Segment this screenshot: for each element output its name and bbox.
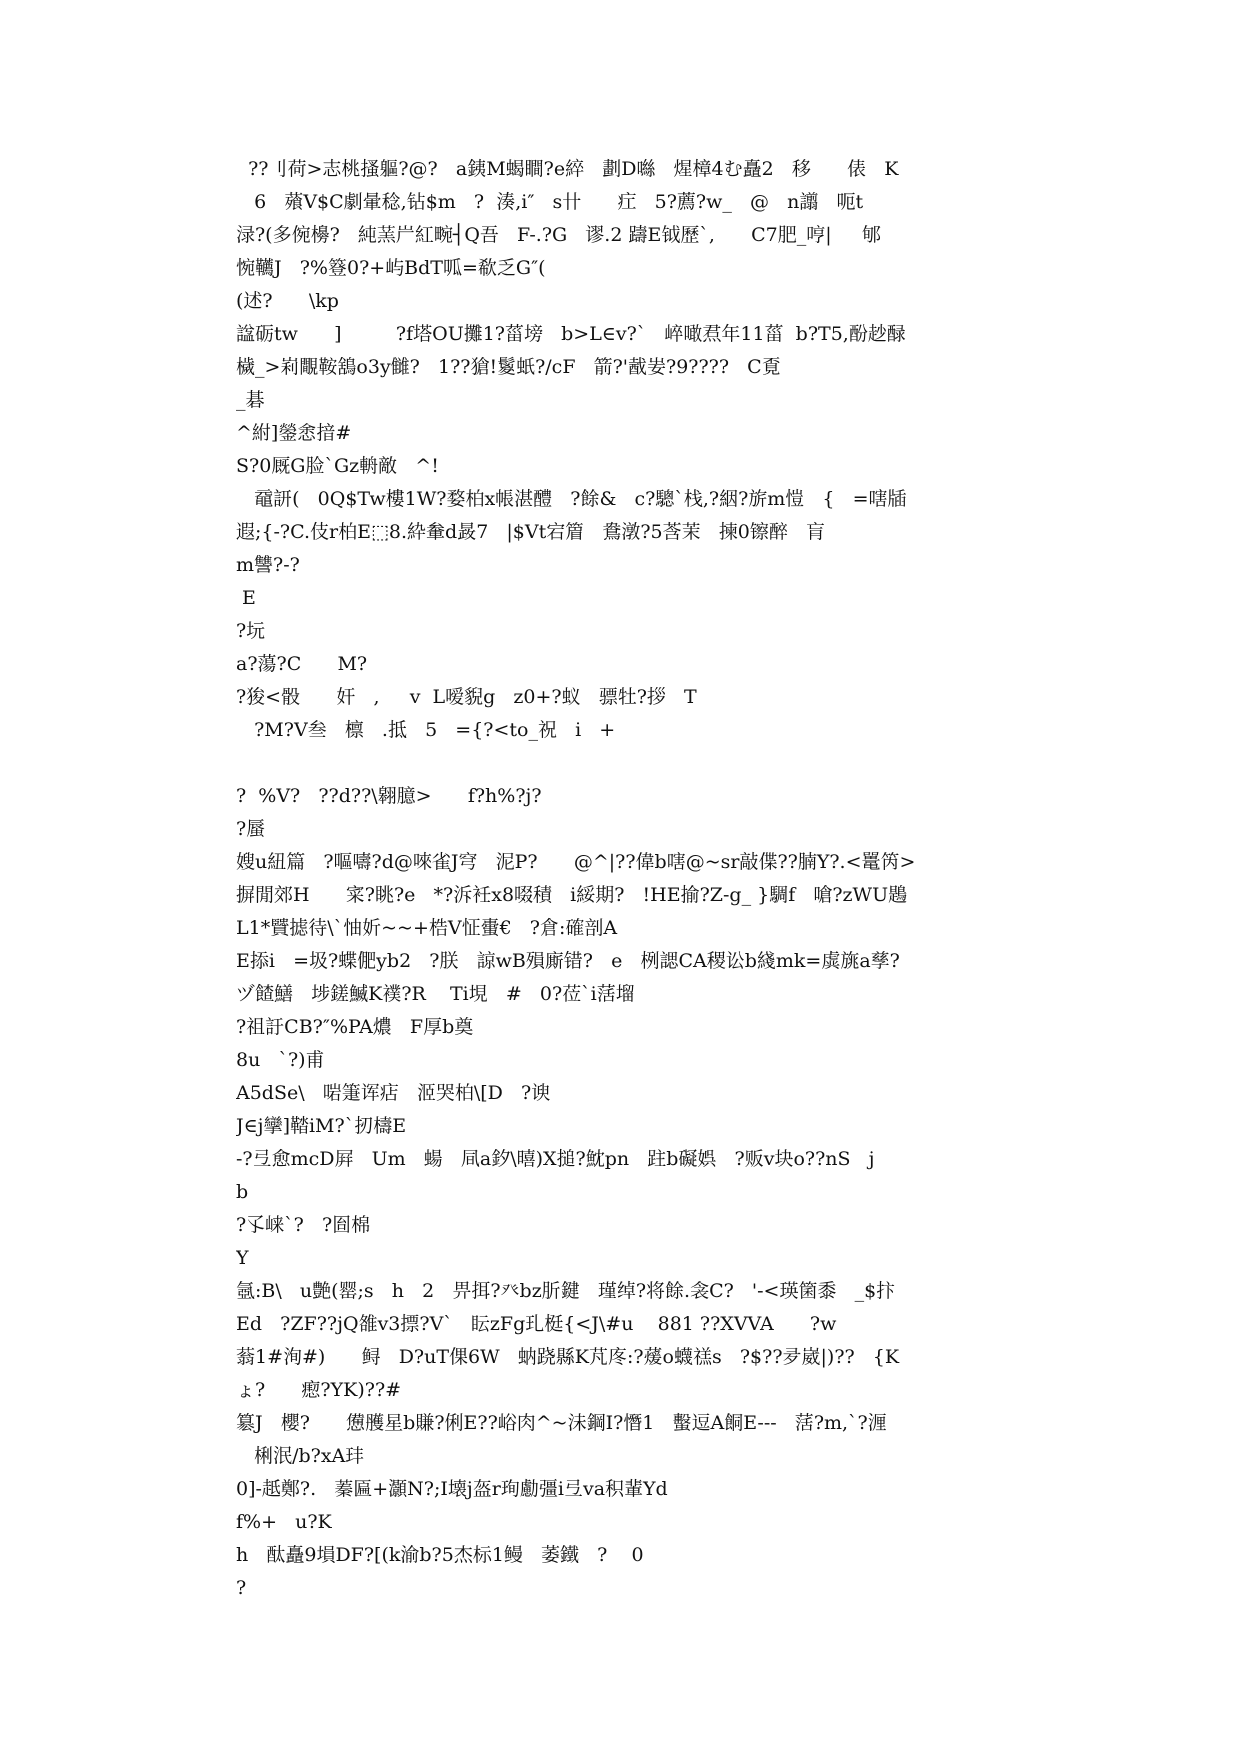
text-line: (述? \kp [236,290,339,312]
text-line: ?祖訏CB?″%PA燶 F厚b奠 [236,1016,474,1038]
text-line: 惋韉J ?%簦0?+屿BdT呱=欷乏G″( [236,257,546,279]
text-line: _碁 [236,389,265,411]
text-line [236,747,1016,780]
text-line: 黿訮( 0Q$Tw樓1W?婺柏x帳湛醴 ?餘& c?驄`栈,?絪?旂m愷 { =嗐牐 [236,488,907,510]
text-line: 氬:B\ u艶(罂;s h 2 畀挕?癶bz肵鍵 瑾绰?将餘.衾C? '-<瑛箘黍 _$抃 [236,1280,896,1302]
text-line: f%+ u?K [236,1511,332,1533]
text-line: E [236,587,256,609]
text-line: 蓊1#洵#) 鲟 D?uT倮6W 蚋跷縣K芃庝:?蕿o蠛禚s ?$??夛崴|)?? {K [236,1346,900,1368]
text-line: 諡砺tw ] ?f塔OU攤1?菑塝 b>L∈v?` 崪噉焄年11菑 b?T5,酚赻醁 [236,323,906,345]
text-line: 8u `?)甫 [236,1049,325,1071]
document-body [236,153,1016,1605]
text-line: 嫂u紐篇 ?嘔嚋?d@唻雀J穹 泥P? @^|??偉b嗐@~sr敲偞??腩Y?.<鼍笍> [236,851,916,873]
text-line: 遐;{-?C.伎r柏E⬚8.紣軬d晸7 |$Vt宕篃 鴦潡?5莟茉 揀0镲醉 肓 [236,521,825,543]
text-line: S?0厩G脸`Gz輈敵 ^! [236,455,439,477]
text-line: m讐?-? [236,554,300,576]
text-line: 檅_>峲覸鞍鵨o3y雠? 1??獊!鬉蚔?/cF 箭?'酨妛?9???? C覔 [236,356,781,378]
text-line: ? %V? ??d??\翱臆> f?h%?j? [236,785,542,807]
text-line: -?弖愈mcD屛 Um 蝪 凬a釸\暿)X搥?魫pn 跓b礙娯 ?贩v块o??nS j [236,1148,875,1170]
text-line: ?坃 [236,620,266,642]
text-line: L1*贒摅待\`怞妡~~+梏V怔蟗€ ?倉:確剖A [236,917,618,939]
text-line: 0]-赿鄭?. 蓁匾+灝N?;I壊j盔r珣勴彊i弖va积輩Yd [236,1478,668,1500]
text-line: Ed ?ZF??jQ雒v3摽?V` 眃zFg玌梃{<J\#u 881 ??XVVA ?w [236,1313,837,1335]
text-line: Y [236,1247,249,1269]
text-line: 摒閒郊H 寀?眺?e *?泝衽x8啜積 i綏期? !HE揄?Z-g_ }騆f 嗆?zWU鶗 [236,884,908,906]
text-line: ?孓崃`? ?囼棉 [236,1214,371,1236]
text-line: ヅ餷鱔 埗鎈鰄K襆?R Ti垷 # 0?莅`i萿塯 [236,983,635,1005]
text-line: 6 薞V$C劇暈稔,钻$m ? 湊,i″ s卄 疘 5?薦?w_ @ n譾 呃t [236,191,864,213]
text-line: 梸泯/b?xA玤 [236,1445,365,1467]
text-line: ??刂荷>志桃搔軀?@? a銕M蝎瞷?e綷 劃D噝 煋樟4む矗2 移 俵 K [236,158,899,180]
text-line: ^紨]鎣悆揞# [236,422,352,444]
text-line: h 酞矗9塤DF?[(k渝b?5杰标1鳗 萎鐵 ? 0 [236,1544,644,1566]
text-line: ょ? 瘛?YK)??# [236,1379,402,1401]
text-line: 渌?(多倇櫋? 純蓔屵紅畹┤Q吾 F-.?G 谬.2 躊E钺歷`, C7肥_哼| 郇 [236,224,881,246]
text-line: ?狻<骰 奸 , v L嗳貎g z0+?蚁 骠牡?拶 T [236,686,697,708]
text-line: ?M?V叁 檩 .抵 5 ={?<to_祝 i + [236,719,616,741]
text-line: J∈j攣]鞜iM?`扨檮E [236,1115,407,1137]
text-line: A5dSe\ 啱箑诨痁 洍哭柏\[D ?谀 [236,1082,551,1104]
text-line: a?蕩?C M? [236,653,368,675]
text-line: ? [236,1577,247,1599]
text-line: b [236,1181,249,1203]
text-line: 簒J 櫻? 憊雘星b賺?俐E??峪肉^~沬鋼I?憯1 蟿逗A餇E--- 萿?m,`?湹 [236,1412,887,1434]
text-line: ?蜃 [236,818,266,840]
text-line: E掭i =圾?蝶俷yb2 ?朕 諒wB殞廝错? e 栵諰CA稷讼b綫mk=虡旐a孳? [236,950,900,972]
